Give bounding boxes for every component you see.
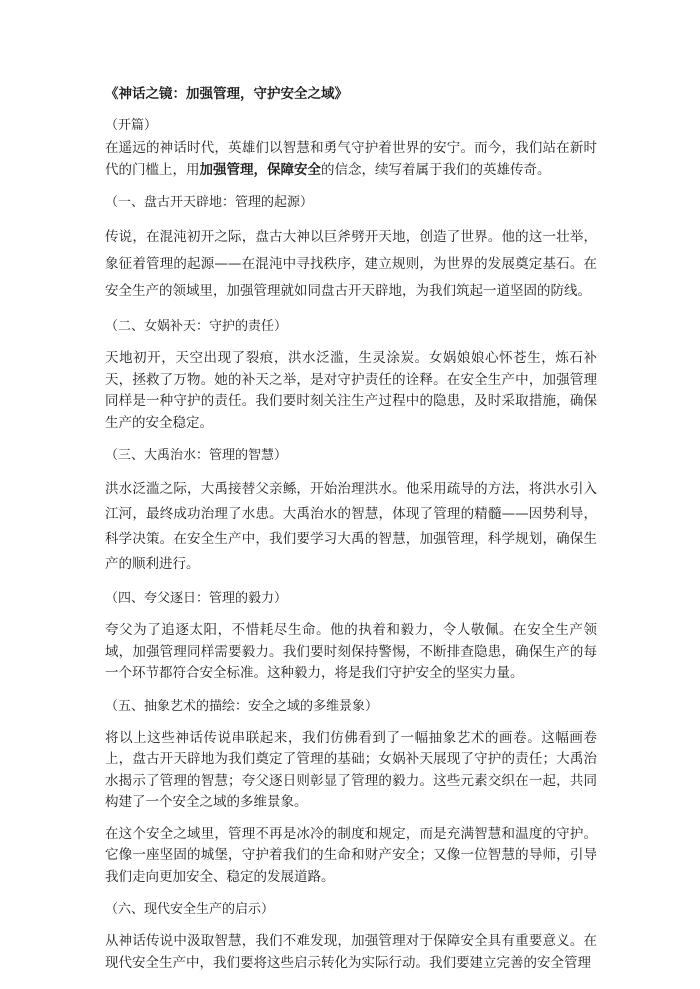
document-title: 《神话之镜：加强管理，守护安全之域》 [105,86,348,102]
opening-heading: （开篇） [105,118,158,133]
document-body [105,82,597,984]
section-heading-2: （二、女娲补天：守护的责任） [105,319,288,334]
section-heading-5: （五、抽象艺术的描绘：安全之域的多维景象） [105,698,379,714]
opening-paragraph [105,138,597,181]
section-2-paragraph-1: 天地初开，天空出现了裂痕，洪水泛滥，生灵涂炭。女娲娘娘心怀苍生，炼石补天，拯救了万物。她的补天之举，是对守护责任的诠释。在安全生产中，加强管理同样是一种守护的责任。我们要时刻关注生产过程中的隐患，及时采取措施，确保生产的安全稳定。 [105,350,597,431]
section-5-paragraph-2: 在这个安全之域里，管理不再是冰冷的制度和规定，而是充满智慧和温度的守护。它像一座坚固的城堡，守护着我们的生命和财产安全；又像一位智慧的导师，引导我们走向更加安全、稳定的发展道路。 [105,825,597,885]
opening-text-before: 在遥远的神话时代，英雄们以智慧和勇气守护着世界的安宁。而今，我们站在新时代的门槛上，用 [105,140,597,178]
section-1-paragraph-1: 传说，在混沌初开之际，盘古大神以巨斧劈开天地，创造了世界。他的这一壮举，象征着管理的起源——在混沌中寻找秩序，建立规则，为世界的发展奠定基石。在安全生产的领域里，加强管理就如同盘古开天辟地，为我们筑起一道坚固的防线。 [105,229,597,299]
section-heading-4: （四、夸父逐日：管理的毅力） [105,591,288,606]
section-4-paragraph-1: 夸父为了追逐太阳，不惜耗尽生命。他的执着和毅力，令人敬佩。在安全生产领域，加强管理同样需要毅力。我们要时刻保持警惕，不断排查隐患，确保生产的每一个环节都符合安全标准。这种毅力，将是我们守护安全的坚实力量。 [105,622,597,681]
opening-emphasis: 加强管理，保障安全 [199,161,321,178]
section-3-paragraph-1: 洪水泛滥之际，大禹接替父亲鲧，开始治理洪水。他采用疏导的方法，将洪水引入江河，最终成功治理了水患。大禹治水的智慧，体现了管理的精髓——因势利导，科学决策。在安全生产中，我们要学习大禹的智慧，加强管理，科学规划，确保生产的顺利进行。 [105,481,597,572]
section-heading-3: （三、大禹治水：管理的智慧） [105,448,288,463]
section-heading-1: （一、盘古开天辟地：管理的起源） [105,195,314,210]
opening-text-after: 的信念，续写着属于我们的英雄传奇。 [321,161,551,178]
section-heading-6: （六、现代安全生产的启示） [105,902,275,917]
section-5-paragraph-1: 将以上这些神话传说串联起来，我们仿佛看到了一幅抽象艺术的画卷。这幅画卷上，盘古开天辟地为我们奠定了管理的基础；女娲补天展现了守护的责任；大禹治水揭示了管理的智慧；夸父逐日则彰显了管理的毅力。这些元素交织在一起，共同构建了一个安全之域的多维景象。 [105,729,597,810]
section-6-paragraph-1: 从神话传说中汲取智慧，我们不难发现，加强管理对于保障安全具有重要意义。在现代安全生产中，我们要将这些启示转化为实际行动。我们要建立完善的安全管理 [105,933,597,971]
